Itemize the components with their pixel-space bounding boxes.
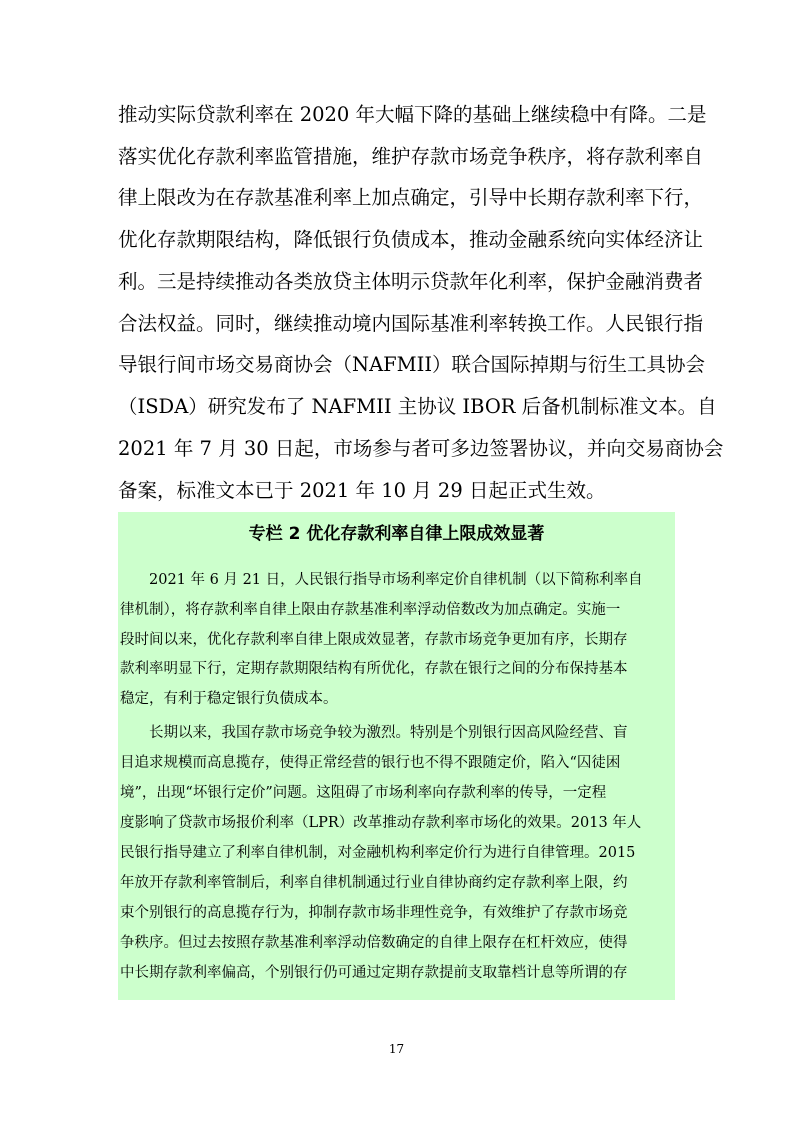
page-number: 17	[388, 1042, 405, 1056]
column-box-title: 专栏 2 优化存款利率自律上限成效显著	[248, 524, 545, 544]
box-line: 束个别银行的高息揽存行为，抑制存款市场非理性竞争，有效维护了存款市场竞	[120, 905, 628, 921]
box-line: 稳定，有利于稳定银行负债成本。	[120, 691, 338, 707]
box-line: 段时间以来，优化存款利率自律上限成效显著，存款市场竞争更加有序，长期存	[120, 632, 628, 648]
box-line: 款利率明显下行，定期存款期限结构有所优化，存款在银行之间的分布保持基本	[120, 661, 628, 677]
box-line: 民银行指导建立了利率自律机制，对金融机构利率定价行为进行自律管理。2015	[120, 845, 636, 861]
body-line: 利。三是持续推动各类放贷主体明示贷款年化利率，保护金融消费者	[118, 270, 704, 293]
body-line: 律上限改为在存款基准利率上加点确定，引导中长期存款利率下行，	[118, 186, 704, 209]
body-line: 优化存款期限结构，降低银行负债成本，推动金融系统向实体经济让	[118, 228, 704, 251]
box-line: 争秩序。但过去按照存款基准利率浮动倍数确定的自律上限存在杠杆效应，使得	[120, 935, 628, 951]
box-line: 长期以来，我国存款市场竞争较为激烈。特别是个别银行因高风险经营、盲	[120, 725, 628, 741]
body-line: 备案，标准文本已于 2021 年 10 月 29 日起正式生效。	[118, 479, 606, 502]
box-line: 目追求规模而高息揽存，使得正常经营的银行也不得不跟随定价，陷入“囚徒困	[120, 755, 621, 771]
body-line: 推动实际贷款利率在 2020 年大幅下降的基础上继续稳中有降。二是	[118, 103, 707, 126]
body-line: 落实优化存款利率监管措施，维护存款市场竞争秩序，将存款利率自	[118, 145, 704, 168]
body-line: 2021 年 7 月 30 日起，市场参与者可多边签署协议，并向交易商协会	[118, 437, 724, 460]
box-line: 度影响了贷款市场报价利率（LPR）改革推动存款利率市场化的效果。2013 年人	[120, 815, 642, 831]
box-line: 中长期存款利率偏高，个别银行仍可通过定期存款提前支取靠档计息等所谓的存	[120, 965, 628, 981]
body-line: （ISDA）研究发布了 NAFMII 主协议 IBOR 后备机制标准文本。自	[118, 395, 717, 418]
box-line: 境”，出现“坏银行定价”问题。这阻碍了市场利率向存款利率的传导，一定程	[120, 785, 607, 801]
body-line: 合法权益。同时，继续推动境内国际基准利率转换工作。人民银行指	[118, 312, 704, 335]
box-line: 年放开存款利率管制后，利率自律机制通过行业自律协商约定存款利率上限，约	[120, 875, 628, 891]
box-line: 2021 年 6 月 21 日，人民银行指导市场利率定价自律机制（以下简称利率自	[120, 572, 643, 588]
box-line: 律机制），将存款利率自律上限由存款基准利率浮动倍数改为加点确定。实施一	[120, 602, 621, 618]
body-line: 导银行间市场交易商协会（NAFMII）联合国际掉期与衍生工具协会	[118, 353, 706, 376]
